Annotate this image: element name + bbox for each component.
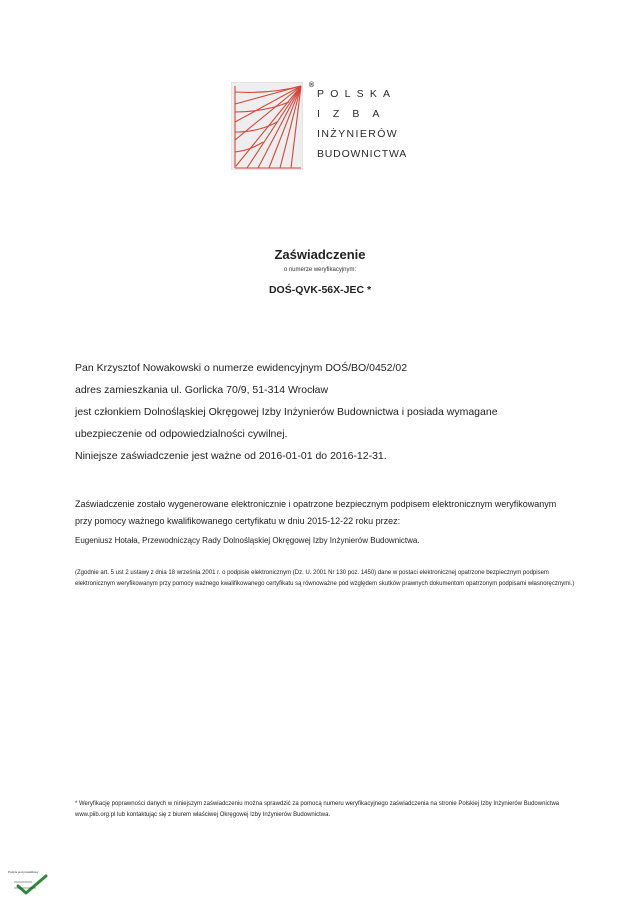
legal-note: (Zgodnie art. 5 ust 2 ustawy z dnia 18 września 2001 r. o podpisie elektronicznym (Dz. U. 2001 Nr 130 poz. 1450) dane w postaci elektronicznej opatrzone bezpiecznym podpisem elektronicznym weryfikowanym przy pomocy ważnego kwalifikowanego certyfikatu są równoważne pod względem skutków prawnych dokumentom opatrzonym podpisami własnoręcznymi.) — [75, 570, 575, 587]
stamp-label: Podpis jest prawidłowy — [8, 870, 39, 874]
logo-line-3: INŻYNIERÓW — [317, 128, 399, 140]
logo-graphic-icon — [231, 82, 303, 170]
registered-mark: ® — [309, 82, 315, 89]
verification-number: DOŚ-QVK-56X-JEC * — [268, 284, 372, 296]
body-line-address: adres zamieszkania ul. Gorlicka 70/9, 51-314 Wrocław — [75, 384, 329, 396]
document-title: Zaświadczenie — [274, 247, 366, 262]
logo-line-4: BUDOWNICTWA — [317, 148, 408, 160]
logo-line-2: IZBA — [317, 108, 393, 120]
body-line-membership: jest członkiem Dolnośląskiej Okręgowej Izby Inżynierów Budownictwa i posiada wymagane — [75, 406, 498, 418]
verification-footnote: * Weryfikację poprawności danych w niniejszym zaświadczeniu można sprawdzić za pomocą numeru weryfikacyjnego zaświadczenia na stronie Polskiej Izby Inżynierów Budownictwa www.piib.org.pl lub kontaktując się z biurem właściwej Okręgowej Izby Inżynierów Budownictwa. — [75, 801, 560, 818]
checkmark-icon — [12, 874, 52, 896]
document-subtitle: o numerze weryfikacyjnym: — [283, 267, 357, 273]
body-line-insurance: ubezpieczenie od odpowiedzialności cywilnej. — [75, 428, 288, 440]
body-line-validity: Niniejsze zaświadczenie jest ważne od 2016-01-01 do 2016-12-31. — [75, 450, 387, 462]
logo-wordmark — [317, 84, 407, 164]
certificate-body — [75, 357, 595, 467]
body-line-member: Pan Krzysztof Nowakowski o numerze ewidencyjnym DOŚ/BO/0452/02 — [75, 362, 408, 374]
logo-line-1: POLSKA — [317, 88, 397, 100]
generation-statement: Zaświadczenie zostało wygenerowane elektronicznie i opatrzone bezpiecznym podpisem elektronicznym weryfikowanym przy pomocy ważnego kwalifikowanego certyfikatu w dniu 2015-12-22 roku przez: — [75, 499, 557, 526]
signer-line: Eugeniusz Hotała, Przewodniczący Rady Dolnośląskiej Okręgowej Izby Inżynierów Budownictwa. — [75, 536, 420, 545]
signature-valid-stamp — [8, 870, 56, 898]
piib-logo — [231, 82, 411, 170]
